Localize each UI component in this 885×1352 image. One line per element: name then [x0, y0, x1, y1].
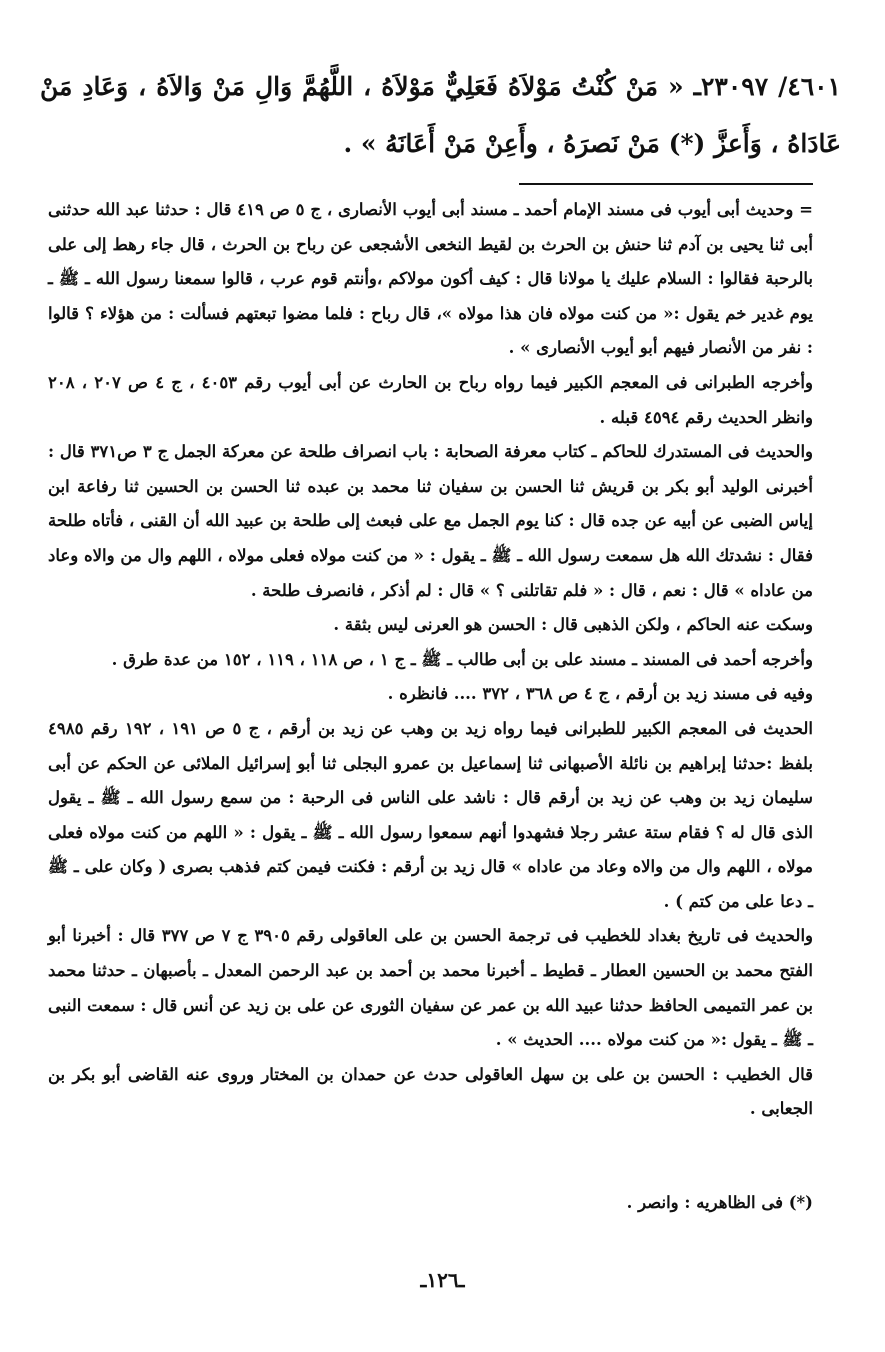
- note-paragraph: وفيه فى مسند زيد بن أرقم ، ج ٤ ص ٣٦٨ ، ٣٧٢ .... فانظره .: [387, 684, 813, 704]
- footnote-separator-rule: [519, 183, 813, 185]
- note-paragraph: = وحديث أبى أيوب فى مسند الإمام أحمد ـ مسند أبى أيوب الأنصارى ، ج ٥ ص ٤١٩ قال : حدثنا عبد الله حدثنى أبى ثنا يحيى بن آدم ثنا حنش بن الحرث بن لقيط النخعى الأشجعى عن رباح بن الحرث ، قال جاء رهط إلى على بالرحبة فقالوا : السلام عليك يا مولانا قال : كيف أكون مولاكم ،وأنتم قوم عرب ، قالوا سمعنا رسول الله ـ ﷺ ـ يوم غدير خم يقول :« من كنت مولاه فان هذا مولاه »، قال رباح : فلما مضوا تبعتهم فسألت : من هؤلاء ؟ قالوا : نفر من الأنصار فيهم أبو أيوب الأنصارى » .: [48, 200, 814, 358]
- footnote: [48, 1188, 813, 1218]
- page-number: ـ١٢٦ـ: [420, 1268, 465, 1292]
- commentary-notes: [48, 193, 813, 1127]
- note-paragraph: والحديث فى المستدرك للحاكم ـ كتاب معرفة الصحابة : باب انصراف طلحة عن معركة الجمل ج ٣ ص٣٧١ قال : أخبرنى الوليد أبو بكر بن قريش ثنا الحسن بن سفيان ثنا محمد بن عبده ثنا الحسن بن الحسين ثنا رفاعة ابن إياس الضبى عن أبيه عن جده قال : كنا يوم الجمل مع على فبعث إلى طلحة بن عبيد الله أن القنى ، فأتاه طلحة فقال : نشدتك الله هل سمعت رسول الله ـ ﷺ ـ يقول : « من كنت مولاه فعلى مولاه ، اللهم وال من والاه وعاد من عاداه » قال : نعم ، قال : « فلم تقاتلنى ؟ » قال : لم أذكر ، فانصرف طلحة .: [48, 442, 813, 600]
- note-paragraph: وأخرجه أحمد فى المسند ـ مسند على بن أبى طالب ـ ﷺ ـ ج ١ ، ص ١١٨ ، ١١٩ ، ١٥٢ من عدة طرق .: [111, 649, 813, 669]
- note-paragraph: الحديث فى المعجم الكبير للطبرانى فيما رواه زيد بن وهب عن زيد بن أرقم ، ج ٥ ص ١٩١ ، ١٩٢ رقم ٤٩٨٥ بلفظ :حدثنا إبراهيم بن نائلة الأصبهانى ثنا إسماعيل بن عمرو البجلى ثنا أبو إسرائيل الملائى عن الحكم عن أبى سليمان زيد بن وهب عن زيد بن أرقم قال : ناشد على الناس فى الرحبة : من سمع رسول الله ـ ﷺ ـ يقول الذى قال له ؟ فقام ستة عشر رجلا فشهدوا أنهم سمعوا رسول الله ـ ﷺ ـ يقول : « اللهم من كنت مولاه فعلى مولاه ، اللهم وال من والاه وعاد من عاداه » قال زيد بن أرقم : فكنت فيمن كتم فذهب بصرى ( وكان على ـ ﷺ ـ دعا على من كتم ) .: [48, 718, 813, 911]
- hadith-paragraph: ٤٦٠١/ ٢٣٠٩٧ـ « مَنْ كُنْتُ مَوْلاَهُ فَعَلِيٌّ مَوْلاَهُ ، اللَّهُمَّ وَالِ مَنْ وَالاَهُ ، وَعَادِ مَنْ عَادَاهُ ، وَأَعزَّ (*) مَنْ نَصرَهُ ، وأَعِنْ مَنْ أَعَانَهُ » .: [40, 72, 841, 158]
- footnote-text: (*) فى الظاهريه : وانصر .: [626, 1193, 813, 1212]
- note-paragraph: والحديث فى تاريخ بغداد للخطيب فى ترجمة الحسن بن على العاقولى رقم ٣٩٠٥ ج ٧ ص ٣٧٧ قال : أخبرنا أبو الفتح محمد بن الحسين العطار ـ قطيط ـ أخبرنا محمد بن أحمد بن عبد الرحمن المعدل ـ بأصبهان ـ حدثنا محمد بن عمر التميمى الحافظ حدثنا عبيد الله بن عمر عن سفيان الثورى عن على بن زيد عن أنس قال : سمعت النبى ـ ﷺ ـ يقول :« من كنت مولاه .... الحديث » .: [48, 926, 813, 1050]
- note-paragraph: وأخرجه الطبرانى فى المعجم الكبير فيما رواه رباح بن الحارث عن أبى أيوب رقم ٤٠٥٣ ، ج ٤ ص ٢٠٧ ، ٢٠٨ وانظر الحديث رقم ٤٥٩٤ قبله .: [48, 372, 813, 427]
- note-paragraph: قال الخطيب : الحسن بن على بن سهل العاقولى حدث عن حمدان بن المختار وروى عنه القاضى أبو بكر بن الجعابى .: [48, 1064, 813, 1119]
- main-hadith-text: [40, 58, 841, 172]
- note-paragraph: وسكت عنه الحاكم ، ولكن الذهبى قال : الحسن هو العرنى ليس بثقة .: [333, 615, 813, 635]
